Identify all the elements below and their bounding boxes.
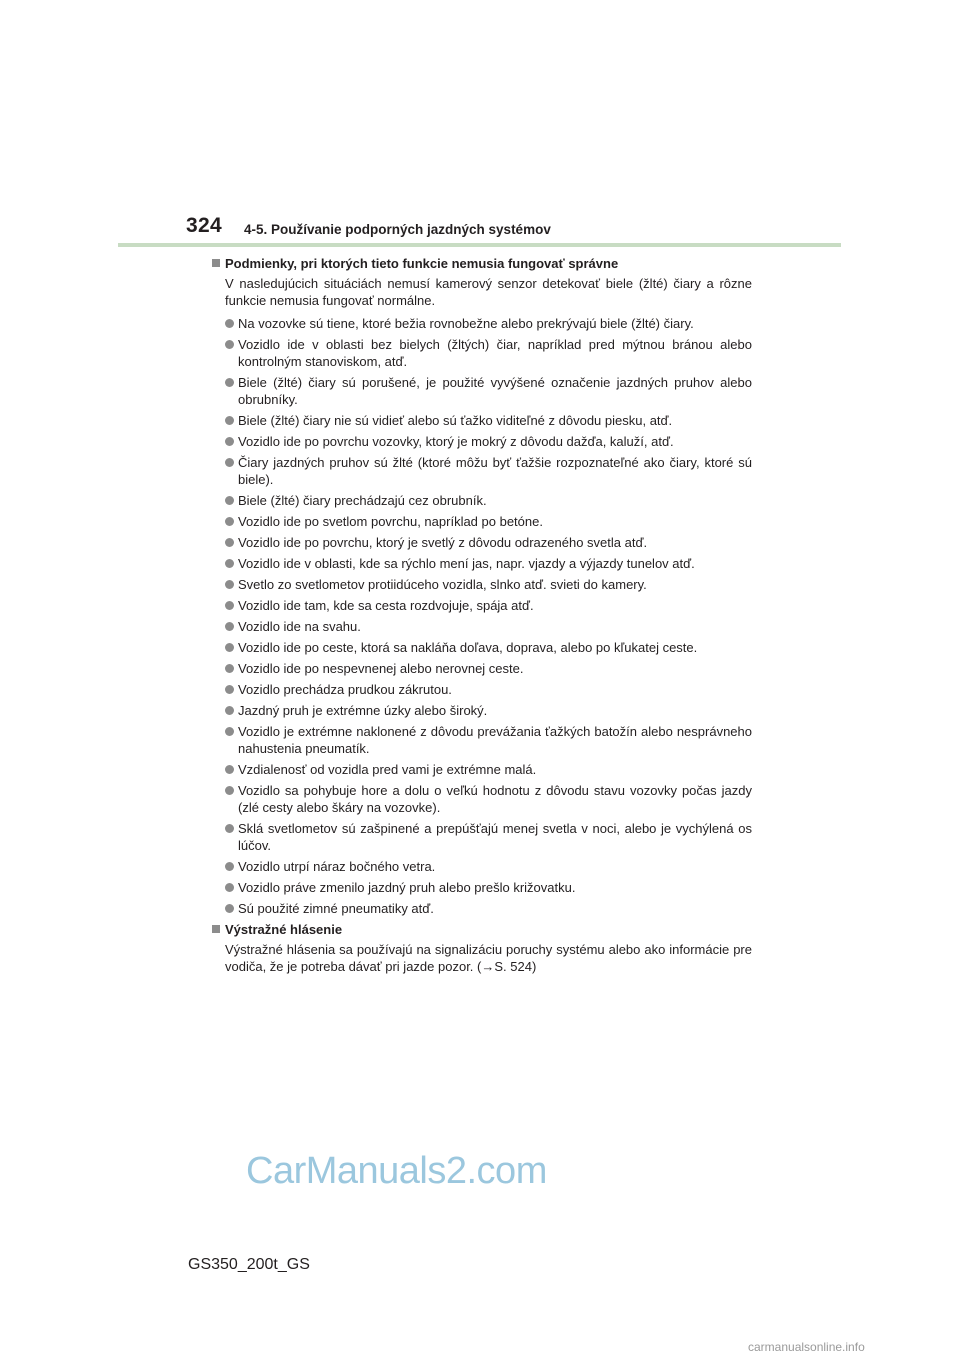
list-item-text: Vozidlo ide po svetlom povrchu, napríklad po betóne. (238, 514, 543, 529)
circle-bullet-icon (225, 786, 234, 795)
list-item (212, 454, 752, 488)
section-intro: V nasledujúcich situáciách nemusí kamerový senzor detekovať biele (žlté) čiary a rôzne funkcie nemusia fungovať normálne. (225, 276, 752, 308)
list-item-text: Biele (žlté) čiary nie sú vidieť alebo sú ťažko viditeľné z dôvodu piesku, atď. (238, 413, 673, 428)
list-item-text: Na vozovke sú tiene, ktoré bežia rovnobežne alebo prekrývajú biele (žlté) čiary. (238, 316, 694, 331)
list-item (212, 879, 752, 896)
section-heading-conditions (212, 255, 752, 273)
list-item (212, 782, 752, 816)
list-item (212, 618, 752, 635)
list-item (212, 681, 752, 698)
list-item-text: Vozidlo ide tam, kde sa cesta rozdvojuje, spája atď. (238, 598, 534, 613)
list-item-text: Sú použité zimné pneumatiky atď. (238, 901, 434, 916)
list-item (212, 761, 752, 778)
circle-bullet-icon (225, 765, 234, 774)
list-item (212, 858, 752, 875)
list-item-text: Vozidlo ide po ceste, ktorá sa nakláňa doľava, doprava, alebo po kľukatej ceste. (238, 640, 698, 655)
square-bullet-icon (212, 925, 220, 933)
circle-bullet-icon (225, 538, 234, 547)
list-item-text: Vozidlo ide po povrchu, ktorý je svetlý z dôvodu odrazeného svetla atď. (238, 535, 648, 550)
list-item-text: Sklá svetlometov sú zašpinené a prepúšťajú menej svetla v noci, alebo je vychýlená os lúčov. (238, 821, 752, 853)
square-bullet-icon (212, 259, 220, 267)
circle-bullet-icon (225, 319, 234, 328)
list-item (212, 412, 752, 429)
list-item-text: Vozidlo sa pohybuje hore a dolu o veľkú hodnotu z dôvodu stavu vozovky počas jazdy (zlé cesty alebo škáry na vozovke). (238, 783, 752, 815)
page-number: 324 (186, 214, 222, 237)
circle-bullet-icon (225, 580, 234, 589)
page-header (0, 0, 960, 250)
header-rule (118, 243, 841, 247)
list-item-text: Biele (žlté) čiary prechádzajú cez obrubník. (238, 493, 487, 508)
list-item-text: Svetlo zo svetlometov protiidúceho vozidla, slnko atď. svieti do kamery. (238, 577, 647, 592)
circle-bullet-icon (225, 458, 234, 467)
circle-bullet-icon (225, 559, 234, 568)
list-item-text: Vozidlo ide po povrchu vozovky, ktorý je mokrý z dôvodu dažďa, kaluží, atď. (238, 434, 674, 449)
circle-bullet-icon (225, 685, 234, 694)
circle-bullet-icon (225, 706, 234, 715)
circle-bullet-icon (225, 437, 234, 446)
section-heading-text: Výstražné hlásenie (225, 922, 343, 937)
list-item (212, 702, 752, 719)
list-item (212, 639, 752, 656)
conditions-list (212, 315, 752, 917)
warning-text: Výstražné hlásenia sa používajú na signalizáciu poruchy systému alebo ako informácie pre vodiča, že je potreba dávať pri jazde pozor. (→S. 524) (225, 942, 752, 974)
list-item-text: Čiary jazdných pruhov sú žlté (ktoré môžu byť ťažšie rozpoznateľné ako čiary, ktoré sú biele). (238, 455, 752, 487)
section-heading-text: Podmienky, pri ktorých tieto funkcie nemusia fungovať správne (225, 256, 619, 271)
circle-bullet-icon (225, 904, 234, 913)
circle-bullet-icon (225, 496, 234, 505)
list-item (212, 492, 752, 509)
circle-bullet-icon (225, 601, 234, 610)
circle-bullet-icon (225, 862, 234, 871)
list-item (212, 723, 752, 757)
circle-bullet-icon (225, 643, 234, 652)
list-item (212, 820, 752, 854)
model-code: GS350_200t_GS (188, 1256, 310, 1273)
circle-bullet-icon (225, 824, 234, 833)
circle-bullet-icon (225, 727, 234, 736)
list-item-text: Vozidlo práve zmenilo jazdný pruh alebo prešlo križovatku. (238, 880, 576, 895)
list-item-text: Biele (žlté) čiary sú porušené, je použité vyvýšené označenie jazdných pruhov alebo obrubníky. (238, 375, 752, 407)
list-item-text: Vozidlo ide v oblasti, kde sa rýchlo mení jas, napr. vjazdy a výjazdy tunelov atď. (238, 556, 695, 571)
circle-bullet-icon (225, 883, 234, 892)
list-item-text: Vozidlo ide na svahu. (238, 619, 361, 634)
list-item (212, 315, 752, 332)
list-item (212, 576, 752, 593)
list-item (212, 534, 752, 551)
circle-bullet-icon (225, 378, 234, 387)
list-item-text: Vozidlo ide v oblasti bez bielych (žltých) čiar, napríklad pred mýtnou bránou alebo kontrolným stanoviskom, atď. (238, 337, 752, 369)
list-item (212, 336, 752, 370)
list-item-text: Vozidlo je extrémne naklonené z dôvodu prevážania ťažkých batožín alebo nesprávneho nahustenia pneumatík. (238, 724, 752, 756)
list-item-text: Vozidlo prechádza prudkou zákrutou. (238, 682, 452, 697)
list-item (212, 433, 752, 450)
circle-bullet-icon (225, 416, 234, 425)
list-item-text: Vozidlo utrpí náraz bočného vetra. (238, 859, 436, 874)
watermark: CarManuals2.com (246, 1150, 547, 1192)
circle-bullet-icon (225, 622, 234, 631)
site-watermark: carmanualsonline.info (748, 1340, 865, 1354)
page-content (212, 255, 752, 975)
circle-bullet-icon (225, 517, 234, 526)
list-item (212, 900, 752, 917)
list-item-text: Vzdialenosť od vozidla pred vami je extrémne malá. (238, 762, 537, 777)
list-item (212, 513, 752, 530)
list-item (212, 660, 752, 677)
list-item-text: Vozidlo ide po nespevnenej alebo nerovnej ceste. (238, 661, 524, 676)
circle-bullet-icon (225, 664, 234, 673)
circle-bullet-icon (225, 340, 234, 349)
list-item (212, 374, 752, 408)
list-item (212, 597, 752, 614)
chapter-title: 4-5. Používanie podporných jazdných systémov (244, 222, 551, 237)
list-item (212, 555, 752, 572)
list-item-text: Jazdný pruh je extrémne úzky alebo široký. (238, 703, 488, 718)
section-heading-warning (212, 921, 752, 939)
